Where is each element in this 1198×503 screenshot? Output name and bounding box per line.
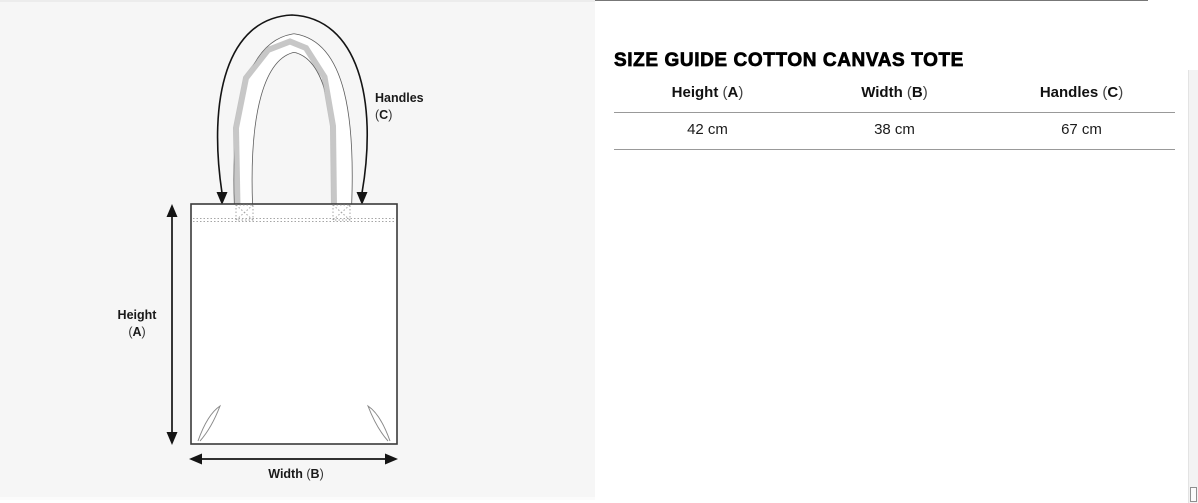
table-rule-top [614, 112, 1175, 113]
top-border-right [595, 0, 1148, 1]
tote-bag-diagram [0, 0, 595, 503]
column-header-handles: Handles (C) [1039, 84, 1124, 101]
value-height: 42 cm [687, 121, 728, 138]
top-border-left [0, 0, 595, 2]
table-rule-bottom [614, 149, 1175, 150]
tote-handle-strap [236, 42, 343, 207]
bottom-divider [0, 497, 595, 500]
size-table-value-row [614, 121, 1175, 139]
diagram-panel [0, 0, 595, 500]
height-label: Height (A) [117, 308, 157, 339]
handles-label: Handles (C) [375, 91, 424, 122]
column-header-width: Width (B) [861, 84, 928, 101]
width-label: Width (B) [268, 467, 324, 481]
value-width: 38 cm [874, 121, 915, 138]
size-table-header-row [614, 84, 1175, 102]
size-guide-panel [595, 0, 1198, 503]
scrollbar-thumb[interactable] [1190, 487, 1197, 502]
value-handles: 67 cm [1061, 121, 1102, 138]
width-measure-arrow [189, 454, 398, 465]
column-header-height: Height (A) [671, 84, 744, 101]
scrollbar-track[interactable] [1188, 70, 1198, 503]
size-guide-title: SIZE GUIDE COTTON CANVAS TOTE [614, 50, 964, 71]
tote-bag-body [191, 204, 397, 444]
